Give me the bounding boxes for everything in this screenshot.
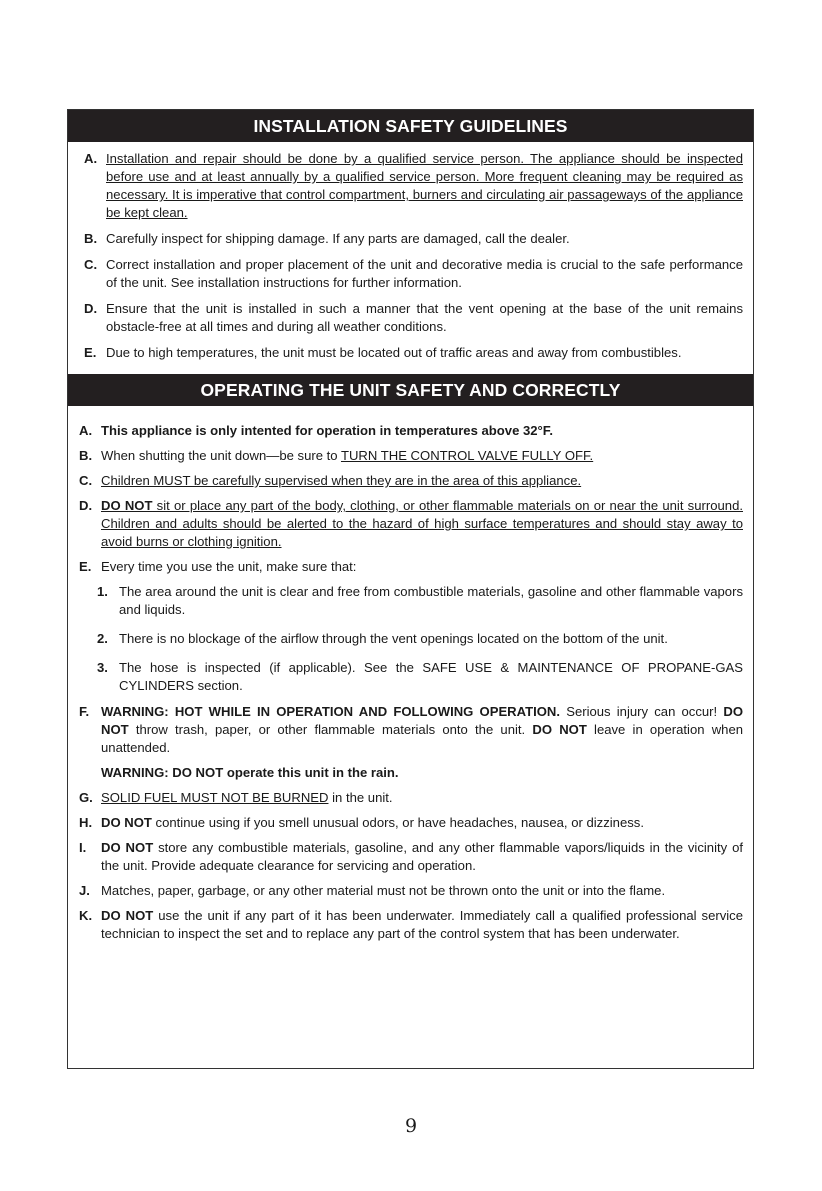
item-number: 3.	[97, 660, 108, 675]
item-text: When shutting the unit down—be sure to	[101, 448, 341, 463]
operating-safety-heading: OPERATING THE UNIT SAFETY AND CORRECTLY	[68, 374, 753, 406]
item-text: continue using if you smell unusual odors, or have headaches, nausea, or dizziness.	[151, 815, 644, 830]
operate-item-c	[79, 472, 743, 490]
operate-item-h	[79, 814, 743, 832]
do-not-label: DO NOT	[101, 704, 743, 737]
safety-guidelines-box	[67, 109, 754, 1069]
item-letter: I.	[79, 840, 87, 855]
operate-item-g	[79, 789, 743, 807]
do-not-label: DO NOT	[101, 840, 154, 855]
item-letter: A.	[79, 423, 93, 438]
do-not-label: DO NOT	[101, 908, 154, 923]
item-text: The hose is inspected (if applicable). See the SAFE USE & MAINTENANCE OF PROPANE-GAS CYLINDERS section.	[119, 660, 743, 693]
operating-safety-list	[68, 422, 753, 950]
item-text-emphasis: TURN THE CONTROL VALVE FULLY OFF.	[340, 448, 594, 463]
item-text: Correct installation and proper placement of the unit and decorative media is crucial to the safe performance of the unit. See installation instructions for further information.	[106, 257, 743, 290]
warning-heading: WARNING: HOT WHILE IN OPERATION AND FOLLOWING OPERATION.	[101, 704, 561, 719]
item-text: use the unit if any part of it has been underwater. Immediately call a qualified professional service technician to inspect the set and to replace any part of the control system that has been underwater.	[101, 908, 744, 941]
operate-item-k	[79, 907, 743, 943]
item-text: store any combustible materials, gasoline, and any other flammable vapors/liquids in the vicinity of the unit. Provide adequate clearance for servicing and operation.	[101, 840, 743, 873]
checklist-item-2	[79, 630, 743, 648]
operate-item-b	[79, 447, 743, 465]
installation-safety-heading: INSTALLATION SAFETY GUIDELINES	[68, 110, 753, 142]
checklist-item-1	[79, 583, 743, 619]
item-text: sit or place any part of the body, clothing, or other flammable materials on or near the unit surround. Children and adults should be alerted to the hazard of high surface temperatures and should stay away to avoid burns or clothing ignition.	[101, 498, 743, 549]
item-text: Installation and repair should be done by a qualified service person. The appliance should be inspected before use and at least annually by a qualified service person. More frequent cleaning may be required as necessary. It is imperative that control compartment, burners and circulating air passageways of the appliance be kept clean.	[106, 151, 743, 220]
item-text: Ensure that the unit is installed in such a manner that the vent opening at the base of the unit remains obstacle-free at all times and during all weather conditions.	[106, 301, 743, 334]
checklist-item-3	[79, 659, 743, 695]
item-letter: J.	[79, 883, 90, 898]
item-text: Serious injury can occur!	[560, 704, 724, 719]
item-letter: H.	[79, 815, 93, 830]
install-item-c	[84, 256, 743, 292]
item-letter: G.	[79, 790, 93, 805]
item-text: Due to high temperatures, the unit must be located out of traffic areas and away from combustibles.	[106, 345, 682, 360]
item-text: This appliance is only intented for operation in temperatures above 32°F.	[101, 423, 553, 438]
item-letter: F.	[79, 704, 90, 719]
item-letter: D.	[84, 301, 98, 316]
operate-item-a	[79, 422, 743, 440]
item-text: in the unit.	[328, 790, 393, 805]
item-letter: B.	[84, 231, 98, 246]
item-text: The area around the unit is clear and free from combustible materials, gasoline and other flammable vapors and liquids.	[119, 584, 743, 617]
item-letter: E.	[84, 345, 97, 360]
do-not-label: DO NOT	[101, 498, 153, 513]
operate-item-e	[79, 558, 743, 576]
item-text-emphasis: SOLID FUEL MUST NOT BE BURNED	[101, 790, 329, 805]
item-text: throw trash, paper, or other flammable materials onto the unit.	[128, 722, 533, 737]
item-text: Matches, paper, garbage, or any other material must not be thrown onto the unit or into the flame.	[101, 883, 666, 898]
item-text: Carefully inspect for shipping damage. If any parts are damaged, call the dealer.	[106, 231, 570, 246]
do-not-label: DO NOT	[101, 815, 152, 830]
operate-item-f	[79, 703, 743, 782]
item-letter: E.	[79, 559, 92, 574]
item-number: 2.	[97, 631, 108, 646]
page-number: 9	[404, 1115, 418, 1137]
item-text: Children MUST be carefully supervised when they are in the area of this appliance.	[101, 473, 582, 488]
item-text: leave in operation when unattended.	[101, 722, 744, 755]
item-text: There is no blockage of the airflow through the vent openings located on the bottom of the unit.	[119, 631, 668, 646]
install-item-a	[84, 150, 743, 222]
item-letter: A.	[84, 151, 98, 166]
item-letter: B.	[79, 448, 93, 463]
install-item-b	[84, 230, 743, 248]
install-item-e	[84, 344, 743, 362]
operate-item-d	[79, 497, 743, 551]
item-number: 1.	[97, 584, 108, 599]
item-letter: C.	[84, 257, 98, 272]
installation-safety-list	[68, 150, 753, 370]
operate-item-j	[79, 882, 743, 900]
operate-item-i	[79, 839, 743, 875]
rain-warning: WARNING: DO NOT operate this unit in the rain.	[101, 765, 399, 780]
item-letter: D.	[79, 498, 93, 513]
item-letter: C.	[79, 473, 93, 488]
install-item-d	[84, 300, 743, 336]
item-letter: K.	[79, 908, 93, 923]
item-text: Every time you use the unit, make sure that:	[101, 559, 357, 574]
do-not-label: DO NOT	[532, 722, 587, 737]
